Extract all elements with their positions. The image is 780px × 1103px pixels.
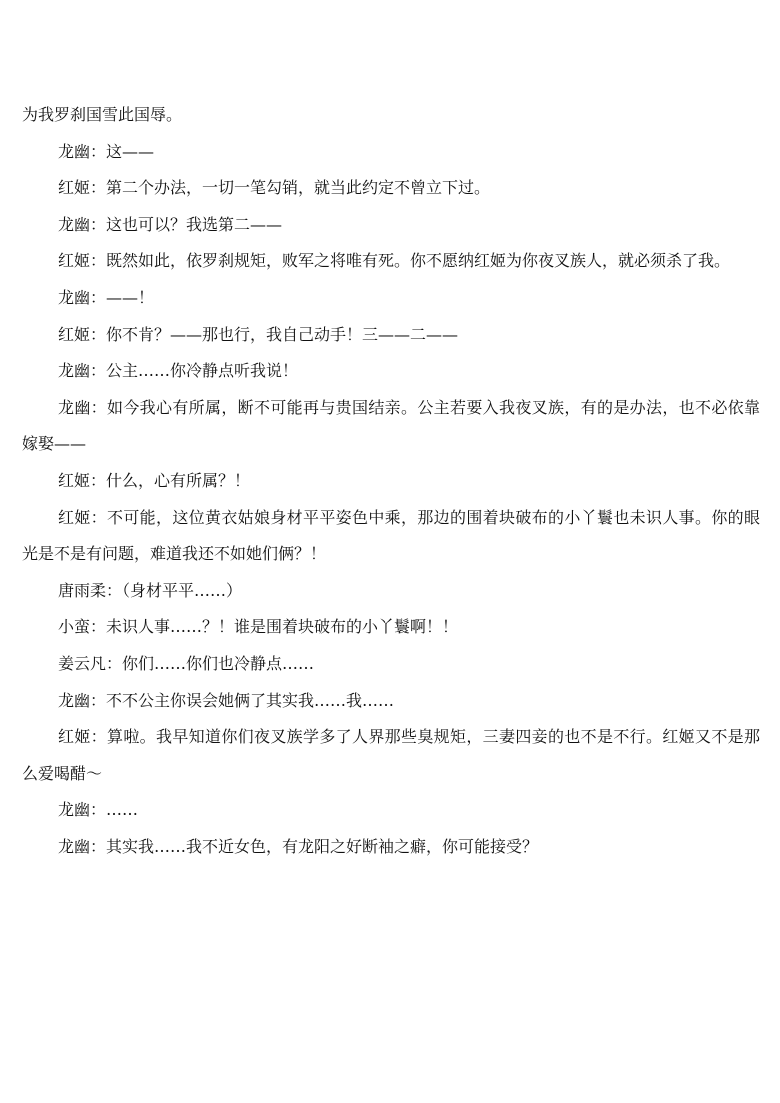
paragraph: 唐雨柔：（身材平平……） xyxy=(58,580,243,600)
paragraph: 小蛮：未识人事……？！谁是围着块破布的小丫鬟啊！！ xyxy=(58,617,459,637)
paragraph: 红姬：算啦。我早知道你们夜叉族学多了人界那些臭规矩，三妻四妾的也不是不行。红姬又不是那么爱喝醋～ xyxy=(22,727,760,783)
paragraph: 红姬：不可能，这位黄衣姑娘身材平平姿色中乘，那边的围着块破布的小丫鬟也未识人事。你的眼光是不是有问题，难道我还不如她们俩？！ xyxy=(22,507,760,564)
paragraph: 姜云凡：你们……你们也冷静点…… xyxy=(58,653,315,673)
paragraph: 龙幽：…… xyxy=(58,800,139,820)
paragraph: 龙幽：这也可以？我选第二—— xyxy=(58,214,283,234)
paragraph: 龙幽：——！ xyxy=(58,287,155,307)
paragraph: 龙幽：公主……你冷静点听我说！ xyxy=(58,361,299,381)
paragraph: 红姬：什么，心有所属？！ xyxy=(58,470,251,490)
document-body xyxy=(22,97,760,865)
paragraph: 红姬：第二个办法，一切一笔勾销，就当此约定不曾立下过。 xyxy=(58,178,491,198)
paragraph: 龙幽：不不公主你误会她俩了其实我……我…… xyxy=(58,690,395,710)
paragraph: 红姬：既然如此，依罗刹规矩，败军之将唯有死。你不愿纳红姬为你夜叉族人，就必须杀了我。 xyxy=(58,251,731,271)
paragraph: 龙幽：其实我……我不近女色，有龙阳之好断袖之癖，你可能接受？ xyxy=(58,836,539,856)
paragraph: 为我罗刹国雪此国辱。 xyxy=(22,105,183,124)
paragraph: 龙幽：如今我心有所属，断不可能再与贵国结亲。公主若要入我夜叉族，有的是办法，也不必依靠嫁娶—— xyxy=(22,397,760,454)
paragraph: 红姬：你不肯？——那也行，我自己动手！三——二—— xyxy=(58,324,459,344)
paragraph: 龙幽：这—— xyxy=(58,141,155,161)
